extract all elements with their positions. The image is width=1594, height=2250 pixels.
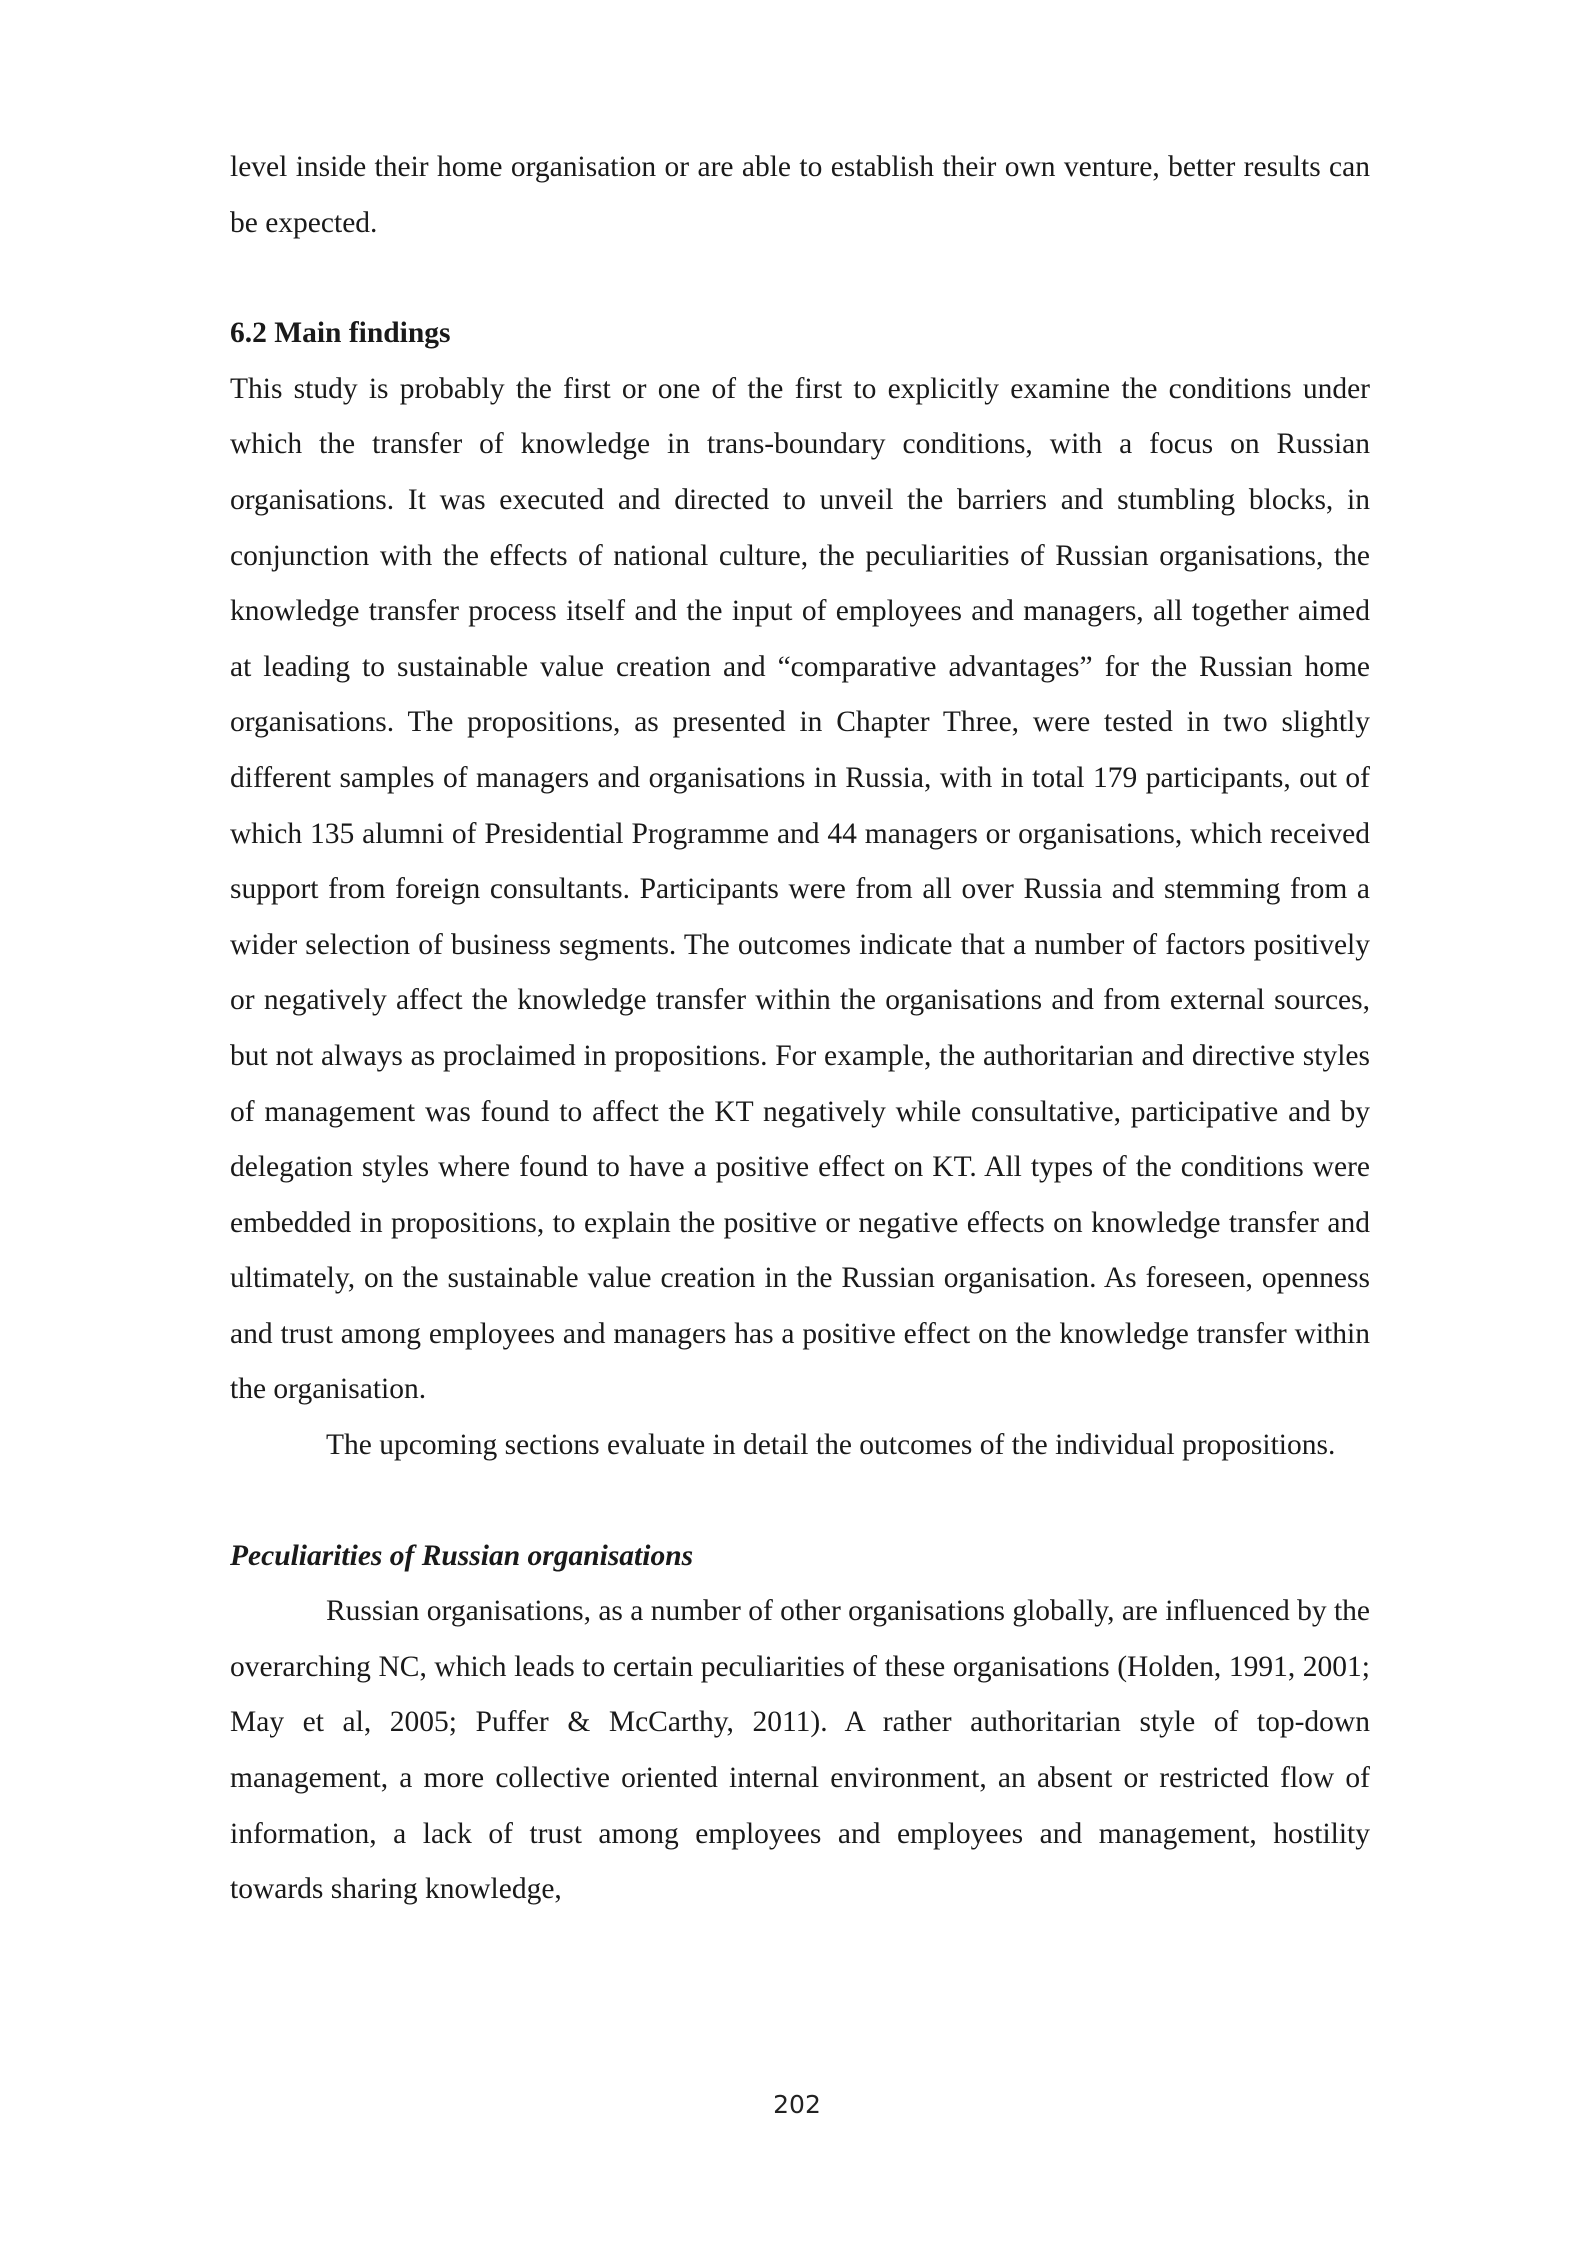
page-number: 202 — [773, 2090, 821, 2119]
subsection-heading: Peculiarities of Russian organisations — [230, 1539, 694, 1572]
section-heading: 6.2 Main findings — [230, 317, 451, 350]
intro-paragraph: level inside their home organisation or are able to establish their own venture, better results can be expected. — [230, 151, 1370, 239]
section-paragraph: The upcoming sections evaluate in detail the outcomes of the individual propositions. — [326, 1429, 1336, 1462]
subsection-paragraph: Russian organisations, as a number of other organisations globally, are influenced by the overarching NC, which leads to certain peculiarities of these organisations (Holden, 1991, 2001; May et al, 2005; Puffer & McCarthy, 2011). A rather authoritarian style of top-down management, a more collective oriented internal environment, an absent or restricted flow of information, a lack of trust among employees and employees and management, hostility towards sharing knowledge, — [230, 1595, 1371, 1906]
document-page — [230, 140, 1370, 1918]
section-paragraph: This study is probably the first or one of the first to explicitly examine the conditions under which the transfer of knowledge in trans-boundary conditions, with a focus on Russian organisations. It was executed and directed to unveil the barriers and stumbling blocks, in conjunction with the effects of national culture, the peculiarities of Russian organisations, the knowledge transfer process itself and the input of employees and managers, all together aimed at leading to sustainable value creation and “comparative advantages” for the Russian home organisations. The propositions, as presented in Chapter Three, were tested in two slightly different samples of managers and organisations in Russia, with in total 179 participants, out of which 135 alumni of Presidential Programme and 44 managers or organisations, which received support from foreign consultants. Participants were from all over Russia and stemming from a wider selection of business segments. The outcomes indicate that a number of factors positively or negatively affect the knowledge transfer within the organisations and from external sources, but not always as proclaimed in propositions. For example, the authoritarian and directive styles of management was found to affect the KT negatively while consultative, participative and by delegation styles where found to have a positive effect on KT. All types of the conditions were embedded in propositions, to explain the positive or negative effects on knowledge transfer and ultimately, on the sustainable value creation in the Russian organisation. As foreseen, openness and trust among employees and managers has a positive effect on the knowledge transfer within the organisation. — [230, 372, 1370, 1406]
